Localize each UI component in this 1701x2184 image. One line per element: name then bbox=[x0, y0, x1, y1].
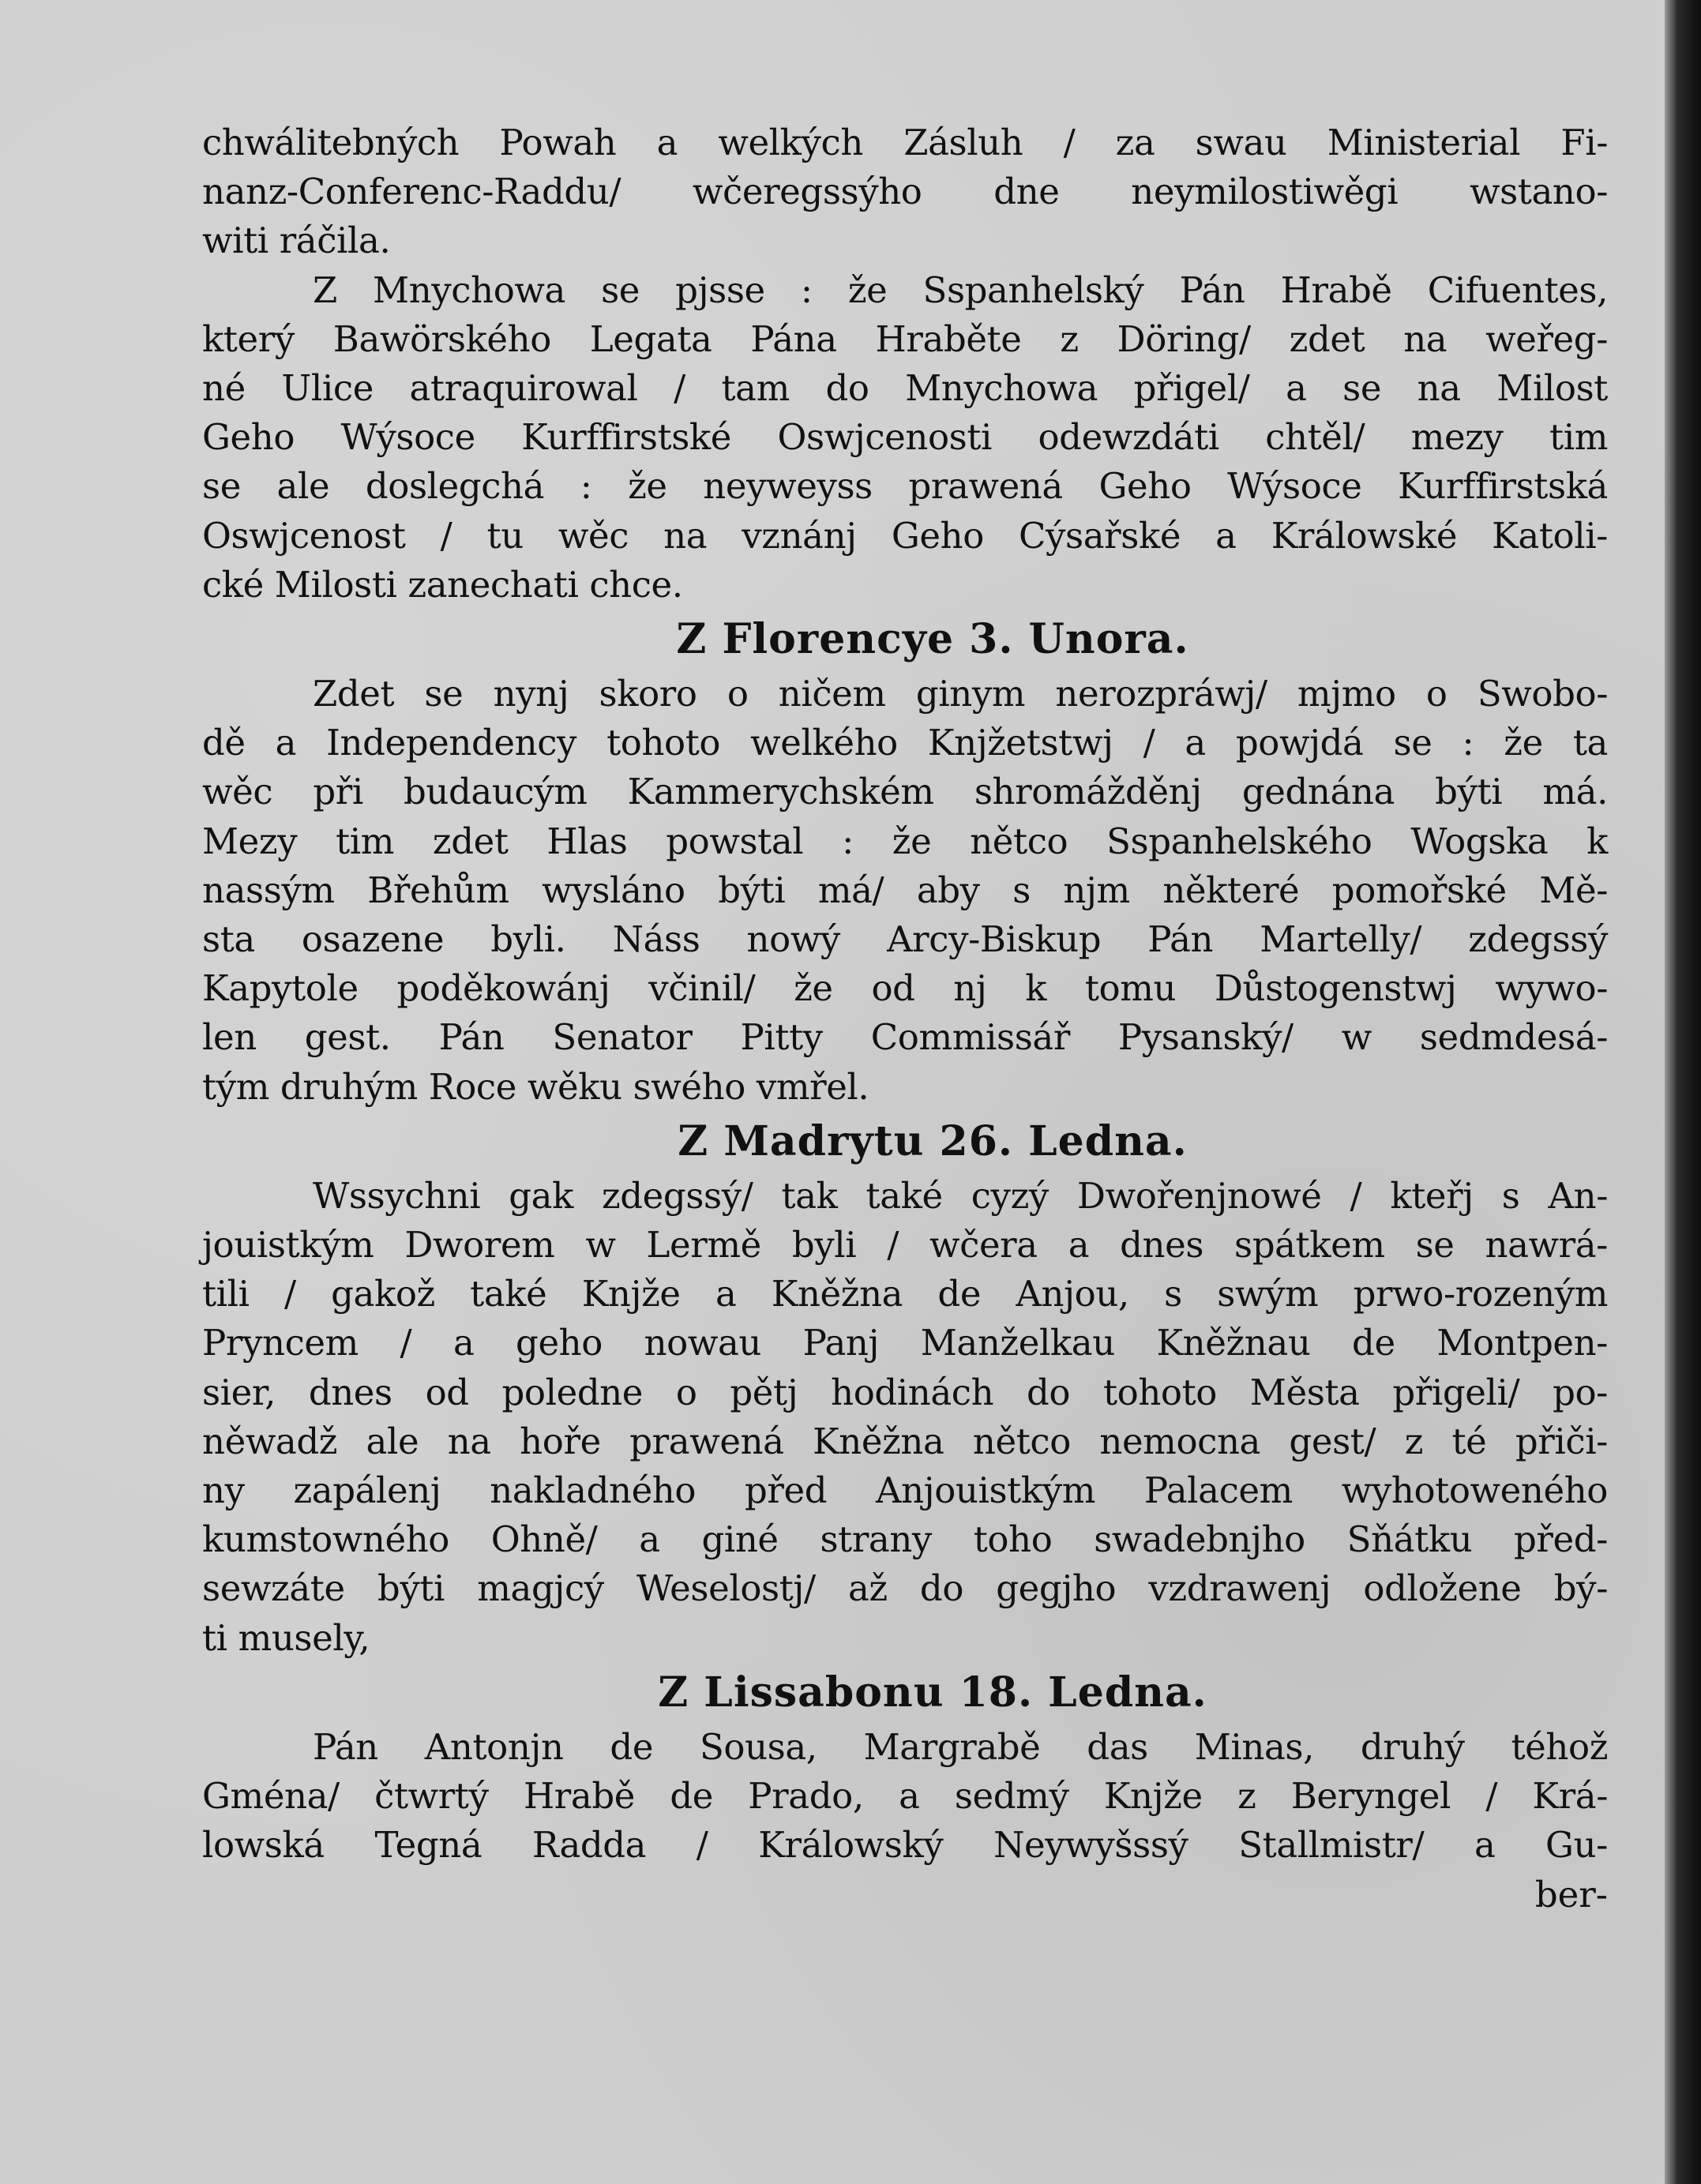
page-edge-shadow bbox=[1665, 0, 1701, 2184]
text-line: Gména/ čtwrtý Hrabě de Prado, a sedmý Knjže z Beryngel / Krá- bbox=[202, 1775, 1608, 1818]
text-line: kumstowného Ohně/ a giné strany toho swadebnjho Sňátku před- bbox=[202, 1518, 1608, 1561]
text-line: wěc při budaucým Kammerychském shromážděnj gednána býti má. bbox=[202, 771, 1608, 813]
text-line: witi ráčila. bbox=[202, 220, 391, 262]
text-column bbox=[202, 118, 1608, 1919]
text-line: nanz-Conferenc-Raddu/ wčeregssýho dne neymilostiwěgi wstano- bbox=[202, 171, 1608, 213]
section-florence bbox=[202, 610, 1608, 1112]
text-line: Oswjcenost / tu wěc na vznánj Geho Cýsařské a Králowské Katoli- bbox=[202, 514, 1608, 557]
text-line: který Bawörského Legata Pána Hraběte z Döring/ zdet na weřeg- bbox=[202, 317, 1608, 360]
text-line: len gest. Pán Senator Pitty Commissář Pysanský/ w sedmdesá- bbox=[202, 1016, 1608, 1059]
text-line: tili / gakož také Knjže a Kněžna de Anjou, s swým prwo-rozeným bbox=[202, 1273, 1608, 1315]
text-line: Pryncem / a geho nowau Panj Manželkau Kněžnau de Montpen- bbox=[202, 1322, 1608, 1364]
text-line: Z Mnychowa se pjsse : že Sspanhelský Pán Hrabě Cifuentes, bbox=[313, 268, 1608, 311]
text-line: Pán Antonjn de Sousa, Margrabě das Minas, druhý téhož bbox=[313, 1725, 1608, 1768]
text-line: cké Milosti zanechati chce. bbox=[202, 563, 683, 606]
text-line: tým druhým Roce wěku swého vmřel. bbox=[202, 1065, 869, 1108]
text-line: nassým Břehům wysláno býti má/ aby s njm některé pomořské Mě- bbox=[202, 869, 1608, 911]
text-line: Geho Wýsoce Kurffirstské Oswjcenosti odewzdáti chtěl/ mezy tim bbox=[202, 416, 1608, 459]
text-line: lowská Tegná Radda / Králowský Neywyšssý Stallmistr/ a Gu- bbox=[202, 1824, 1608, 1867]
catchword: ber- bbox=[1534, 1873, 1608, 1916]
section-heading: Z Madrytu 26. Ledna. bbox=[678, 1116, 1188, 1165]
paragraph-continuation bbox=[202, 118, 1608, 266]
section-heading: Z Lissabonu 18. Ledna. bbox=[658, 1668, 1207, 1717]
section-lisbon bbox=[202, 1663, 1608, 1919]
text-line: ny zapálenj nakladného před Anjouistkým Palacem wyhotowenéhо bbox=[202, 1469, 1608, 1512]
text-line: sewzáte býti magjcý Weselostj/ až do gegjho vzdrawenj odložene bý- bbox=[202, 1567, 1608, 1610]
text-line: Zdet se nynj skoro o ničem ginym nerozpráwj/ mjmo o Swobo- bbox=[313, 673, 1608, 715]
paragraph-munich bbox=[202, 266, 1608, 610]
text-line: se ale doslegchá : že neyweyss prawená Geho Wýsoce Kurffirstská bbox=[202, 465, 1608, 508]
text-line: něwadž ale na hoře prawená Kněžna nětco nemocna gest/ z té přiči- bbox=[202, 1420, 1608, 1462]
text-line: sta osazene byli. Náss nowý Arcy-Biskup Pán Martelly/ zdegssý bbox=[202, 918, 1608, 961]
text-line: chwálitebných Powah a welkých Zásluh / za swau Ministerial Fi- bbox=[202, 122, 1608, 163]
text-line: Kapytole poděkowánj včinil/ že od nj k tomu Důstogenstwj wywo- bbox=[202, 967, 1608, 1010]
text-line: né Ulice atraquirowal / tam do Mnychowa přigel/ a se na Milost bbox=[202, 367, 1608, 410]
text-line: ti musely, bbox=[202, 1616, 370, 1659]
section-heading: Z Florencye 3. Unora. bbox=[676, 615, 1189, 664]
text-line: Mezy tim zdet Hlas powstal : že nětco Sspanhelského Wogska k bbox=[202, 820, 1608, 862]
text-line: jouistkým Dworem w Lermě byli / wčera a dnes spátkem se nawrá- bbox=[202, 1224, 1608, 1266]
section-madrid bbox=[202, 1112, 1608, 1663]
text-line: dě a Independency tohoto welkého Knjžetstwj / a powjdá se : že ta bbox=[202, 722, 1608, 764]
text-line: Wssychni gak zdegssý/ tak také cyzý Dwořenjnowé / kteřj s An- bbox=[313, 1174, 1608, 1217]
text-line: sier, dnes od poledne o pětj hodinách do tohoto Města přigeli/ po- bbox=[202, 1371, 1608, 1413]
